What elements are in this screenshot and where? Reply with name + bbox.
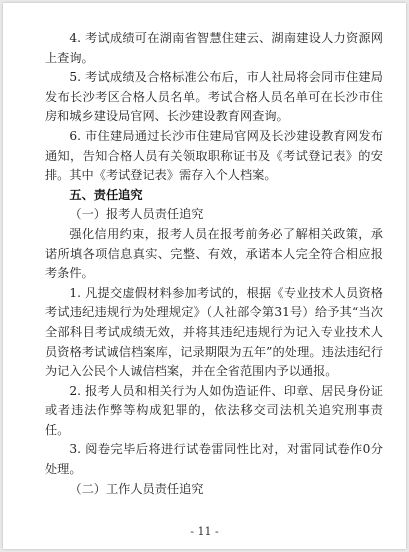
section-heading-responsibility: 五、责任追究 bbox=[69, 187, 143, 202]
document-body bbox=[45, 29, 383, 499]
subsection-heading-applicants: （一）报考人员责任追究 bbox=[69, 207, 204, 222]
paragraph-item-2-criminal: 2. 报考人员和相关行为人如伪造证件、印章、居民身份证或者违法作弊等构成犯罪的，依法移交司法机关追究刑事责任。 bbox=[45, 383, 383, 437]
page-number: - 11 - bbox=[190, 525, 219, 538]
paragraph-item-3-similarity-check: 3. 阅卷完毕后将进行试卷雷同性比对，对雷同试卷作0分处理。 bbox=[45, 442, 383, 477]
paragraph-item-5: 5. 考试成绩及合格标准公布后，市人社局将会同市住建局发布长沙考区合格人员名单。考试合格人员名单可在长沙市住房和城乡建设局官网、长沙建设教育网查询。 bbox=[45, 70, 383, 124]
document-page bbox=[3, 3, 406, 549]
paragraph-item-1-false-materials: 1. 凡提交虚假材料参加考试的，根据《专业技术人员资格考试违纪违规行为处理规定》（人社部令第31号）给予其“当次全部科目考试成绩无效，并将其违纪违规行为记入专业技术人员资格考试诚信档案库，记录期限为五年”的处理。违法违纪行为记入公民个人诚信档案，并在全省范围内予以通报。 bbox=[45, 285, 383, 379]
paragraph-item-4: 4. 考试成绩可在湖南省智慧住建云、湖南建设人力资源网上查询。 bbox=[45, 31, 383, 65]
subsection-heading-staff: （二）工作人员责任追究 bbox=[69, 481, 204, 496]
paragraph-credit-constraint: 强化信用约束，报考人员在报考前务必了解相关政策，承诺所填各项信息真实、完整、有效，承诺本人完全符合相应报考条件。 bbox=[45, 226, 383, 281]
paragraph-item-6: 6. 市住建局通过长沙市住建局官网及长沙建设教育网发布通知，告知合格人员有关领取职称证书及《考试登记表》的安排。其中《考试登记表》需存入个人档案。 bbox=[45, 128, 383, 183]
